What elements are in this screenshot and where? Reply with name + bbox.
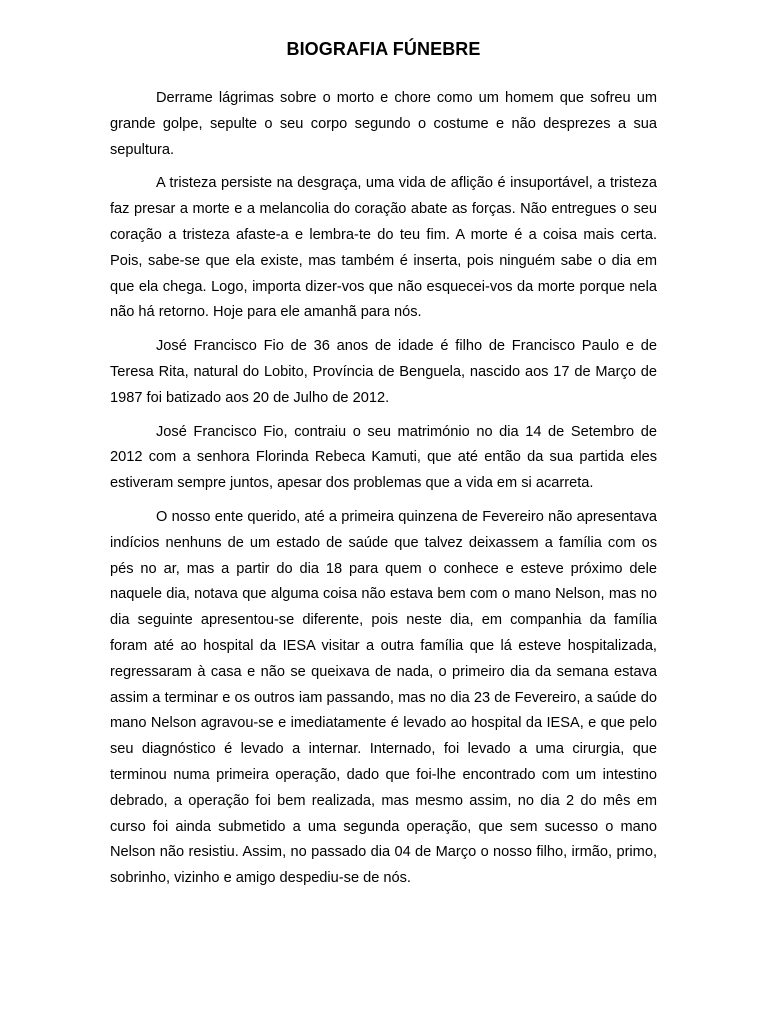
document-title: BIOGRAFIA FÚNEBRE	[286, 39, 481, 59]
paragraph-lament: Derrame lágrimas sobre o morto e chore como um homem que sofreu um grande golpe, sepulte o seu corpo segundo o costume e não desprezes a sua sepultura.	[110, 90, 657, 158]
document-page	[110, 38, 657, 900]
paragraph-illness: O nosso ente querido, até a primeira quinzena de Fevereiro não apresentava indícios nenhuns de um estado de saúde que talvez deixassem a família com os pés no ar, mas a partir do dia 18 para quem o conhece e esteve próximo dele naquele dia, notava que alguma coisa não estava bem com o mano Nelson, mas no dia seguinte apresentou-se diferente, pois neste dia, em companhia da família foram até ao hospital da IESA visitar a outra família que lá esteve hospitalizada, regressaram à casa e não se queixava de nada, o primeiro dia da semana estava assim a terminar e os outros iam passando, mas no dia 23 de Fevereiro, a saúde do mano Nelson agravou-se e imediatamente é levado ao hospital da IESA, e que pelo seu diagnóstico é levado a internar. Internado, foi levado a uma cirurgia, que terminou numa primeira operação, dado que foi-lhe encontrado com um intestino debrado, a operação foi bem realizada, mas mesmo assim, no dia 2 do mês em curso foi ainda submetido a uma segunda operação, que sem sucesso o mano Nelson não resistiu. Assim, no passado dia 04 de Março o nosso filho, irmão, primo, sobrinho, vizinho e amigo despediu-se de nós.	[110, 508, 657, 887]
paragraph-sadness: A tristeza persiste na desgraça, uma vida de aflição é insuportável, a tristeza faz presar a morte e a melancolia do coração abate as forças. Não entregues o seu coração a tristeza afaste-a e lembra-te do teu fim. A morte é a coisa mais certa. Pois, sabe-se que ela existe, mas também é inserta, pois ninguém sabe o dia em que ela chega. Logo, importa dizer-vos que não esquecei-vos da morte porque nela não há retorno. Hoje para ele amanhã para nós.	[110, 175, 657, 321]
paragraph-marriage: José Francisco Fio, contraiu o seu matrimónio no dia 14 de Setembro de 2012 com a senhora Florinda Rebeca Kamuti, que até então da sua partida eles estiveram sempre juntos, apesar dos problemas que a vida em si acarreta.	[110, 423, 657, 492]
paragraph-birth: José Francisco Fio de 36 anos de idade é filho de Francisco Paulo e de Teresa Rita, natural do Lobito, Província de Benguela, nascido aos 17 de Março de 1987 foi batizado aos 20 de Julho de 2012.	[110, 338, 657, 406]
